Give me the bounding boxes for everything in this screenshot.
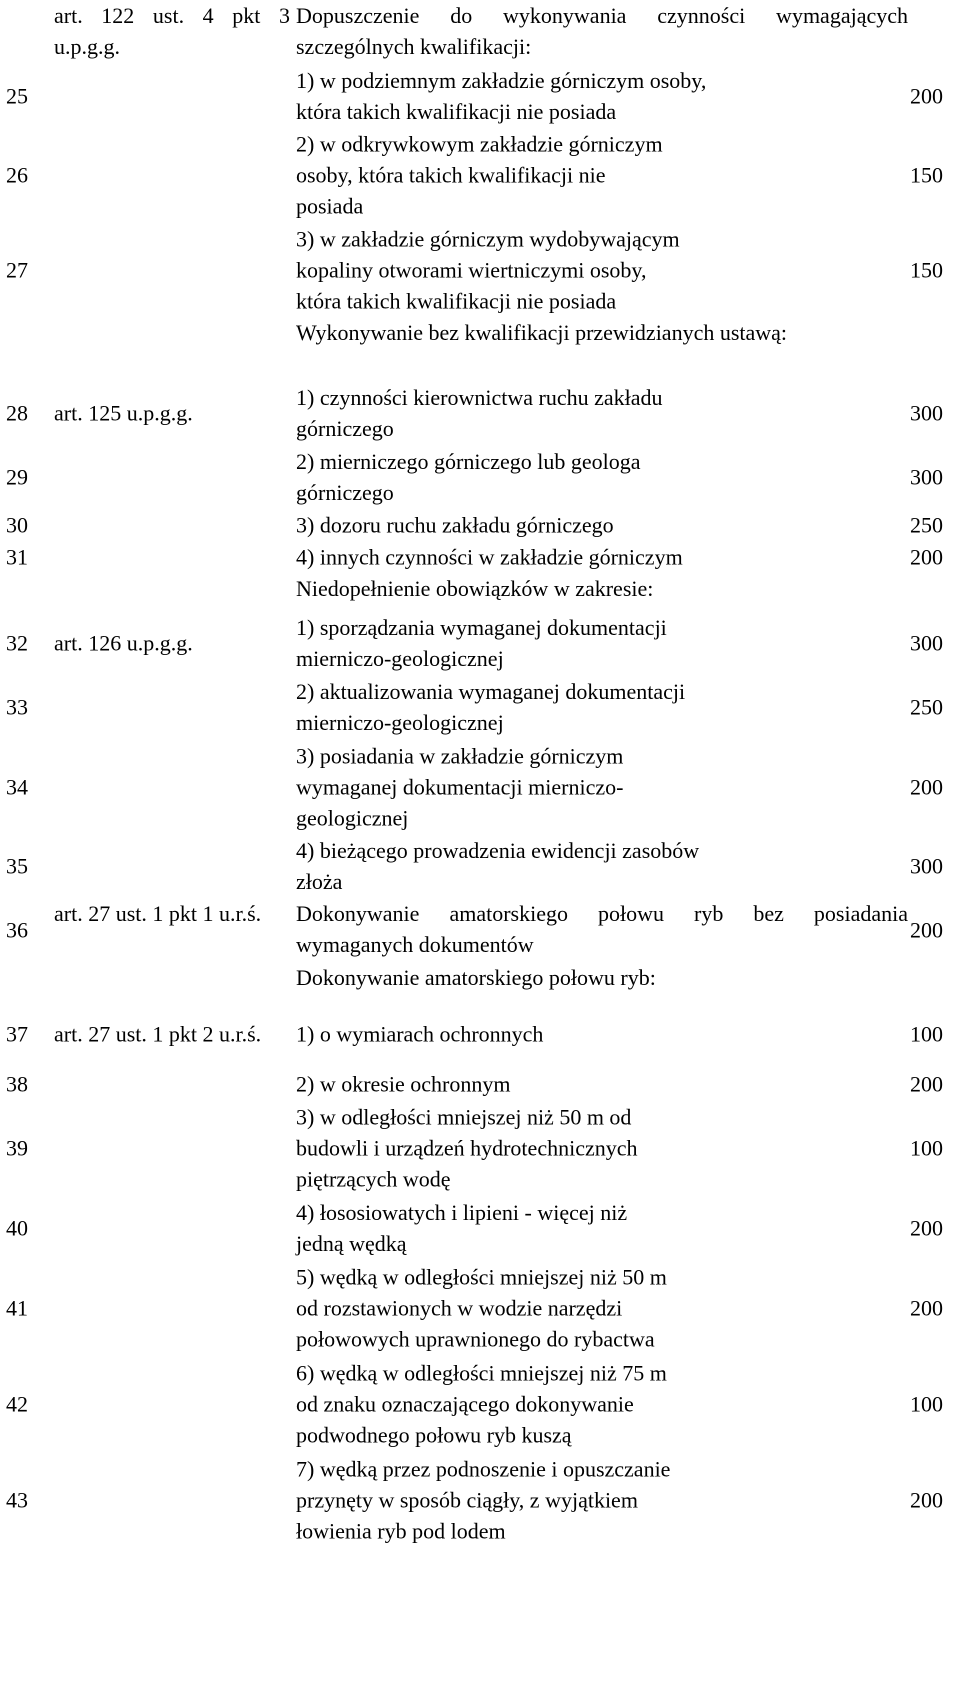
offence-description: 7) wędką przez podnoszenie i opuszczanie przynęty w sposób ciągły, z wyjątkiem łowienia ryb pod lodem [296,1456,671,1544]
row-number: 28 [6,400,28,426]
legal-basis: art. 126 u.p.g.g. [54,630,193,656]
offence-description: Dokonywanie amatorskiego połowu ryb bez posiadania wymaganych dokumentów [296,901,908,957]
offence-description: 3) w odległości mniejszej niż 50 m od budowli i urządzeń hydrotechnicznych piętrzących wodę [296,1104,638,1192]
offence-description: 2) mierniczego górniczego lub geologa górniczego [296,449,641,505]
fine-amount: 100 [910,1391,943,1417]
row-number: 40 [6,1215,28,1241]
offence-description: Dokonywanie amatorskiego połowu ryb: [296,965,656,990]
fine-amount: 300 [910,853,943,879]
offence-description: 4) łososiowatych i lipieni - więcej niż jedną wędką [296,1200,628,1256]
table-row [0,128,960,222]
section-heading-row [0,573,960,611]
offence-description: 3) dozoru ruchu zakładu górniczego [296,512,614,538]
fine-amount: 300 [910,464,943,490]
row-number: 41 [6,1295,28,1321]
section-heading-row [0,0,960,64]
legal-basis: art. 125 u.p.g.g. [54,400,193,426]
fine-amount: 250 [910,512,943,538]
fine-amount: 200 [910,774,943,799]
fine-amount: 150 [910,162,943,188]
offence-description: 1) w podziemnym zakładzie górniczym osoby, która takich kwalifikacji nie posiada [296,68,707,124]
table-row [0,509,960,541]
fine-amount: 300 [910,400,943,426]
fine-amount: 200 [910,1487,943,1513]
table-row [0,1000,960,1068]
offence-description: 1) o wymiarach ochronnych [296,1021,544,1047]
row-number: 36 [6,917,28,943]
offence-description: 1) sporządzania wymaganej dokumentacji mierniczo-geologicznej [296,615,667,671]
table-row [0,541,960,573]
fine-amount: 200 [910,1215,943,1241]
fine-amount: 250 [910,694,943,720]
table-row [0,1356,960,1452]
offence-description: 3) posiadania w zakładzie górniczym wymaganej dokumentacji mierniczo- geologicznej [296,743,624,830]
table-row [0,64,960,128]
table-row [0,834,960,898]
offence-description: 2) aktualizowania wymaganej dokumentacji mierniczo-geologicznej [296,679,686,735]
row-number: 34 [6,774,28,799]
table-row [0,898,960,962]
offence-description: Dopuszczenie do wykonywania czynności wymagających szczególnych kwalifikacji: [296,3,908,59]
row-number: 26 [6,162,28,188]
row-number: 35 [6,853,28,879]
row-number: 32 [6,630,28,656]
fine-amount: 200 [910,544,943,570]
legal-basis: art. 27 ust. 1 pkt 2 u.r.ś. [54,1021,262,1047]
legal-basis: art. 27 ust. 1 pkt 1 u.r.ś. [54,901,262,926]
row-number: 39 [6,1135,28,1161]
section-heading-row [0,317,960,381]
row-number: 38 [6,1071,28,1097]
table-row [0,611,960,675]
fine-amount: 200 [910,83,943,109]
fine-amount: 200 [910,1071,943,1097]
table-row [0,222,960,317]
table-row [0,675,960,739]
fine-amount: 100 [910,1135,943,1161]
row-number: 31 [6,544,28,570]
offence-description: Niedopełnienie obowiązków w zakresie: [296,576,654,601]
fine-amount: 300 [910,630,943,656]
table-row [0,1452,960,1548]
row-number: 43 [6,1487,28,1513]
offence-description: 4) bieżącego prowadzenia ewidencji zasobów złoża [296,838,700,894]
section-heading-row [0,962,960,1000]
table-row [0,1196,960,1260]
row-number: 33 [6,694,28,720]
offence-description: 6) wędką w odległości mniejszej niż 75 m od znaku oznaczającego dokonywanie podwodnego połowu ryb kuszą [296,1360,667,1448]
row-number: 25 [6,83,28,109]
row-number: 42 [6,1391,28,1417]
offence-description: 2) w okresie ochronnym [296,1071,511,1097]
offence-description: 3) w zakładzie górniczym wydobywającym kopaliny otworami wiertniczymi osoby, która takich kwalifikacji nie posiada [296,226,680,313]
table-row [0,381,960,445]
offence-description: Wykonywanie bez kwalifikacji przewidzianych ustawą: [296,320,788,345]
fine-amount: 200 [910,1295,943,1321]
row-number: 27 [6,257,28,282]
legal-basis: art. 122 ust. 4 pkt 3 u.p.g.g. [54,3,290,59]
fine-amount: 100 [910,1021,943,1047]
row-number: 30 [6,512,28,538]
row-number: 29 [6,464,28,490]
offence-description: 4) innych czynności w zakładzie górniczym [296,544,683,570]
offence-description: 1) czynności kierownictwa ruchu zakładu górniczego [296,385,663,441]
table-row [0,1068,960,1100]
offence-description: 5) wędką w odległości mniejszej niż 50 m od rozstawionych w wodzie narzędzi połowowych uprawnionego do rybactwa [296,1264,667,1352]
table-row [0,445,960,509]
fine-amount: 150 [910,257,943,282]
fine-amount: 200 [910,917,943,943]
row-number: 37 [6,1021,28,1047]
offence-description: 2) w odkrywkowym zakładzie górniczym osoby, która takich kwalifikacji nie posiada [296,131,663,219]
table-row [0,1100,960,1196]
table-row [0,739,960,834]
table-row [0,1260,960,1356]
